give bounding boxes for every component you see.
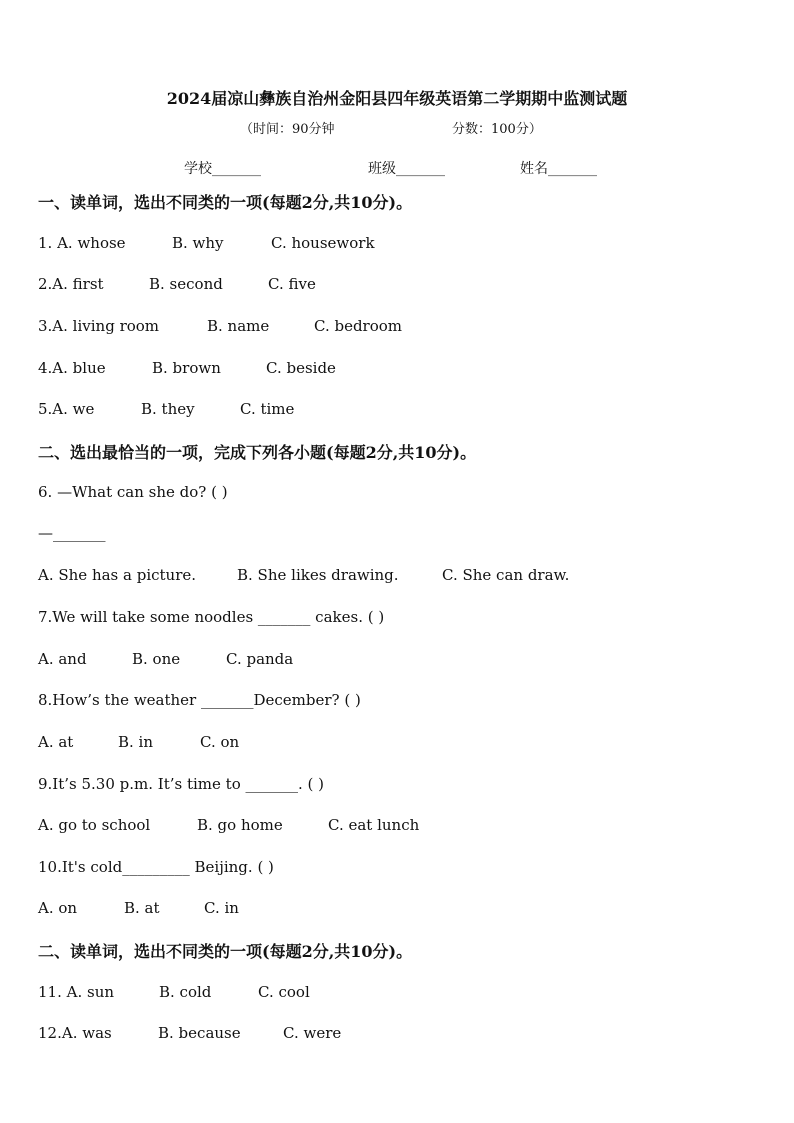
- q11-option-a: 11. A. sun: [38, 983, 115, 1001]
- q5-option-a: 5.A. we: [38, 400, 95, 418]
- q2-option-b: B. second: [149, 275, 223, 293]
- q7-option-a: A. and: [38, 650, 87, 668]
- q1-option-a: 1. A. whose: [38, 234, 126, 252]
- page-title: 2024届凉山彝族自治州金阳县四年级英语第二学期期中监测试题: [166, 89, 628, 108]
- q2-option-c: C. five: [268, 275, 316, 293]
- q6-answer-line: —_______: [38, 524, 106, 542]
- q7-option-c: C. panda: [226, 650, 294, 668]
- q5-option-b: B. they: [141, 400, 195, 418]
- section-heading-2: 二、选出最恰当的一项，完成下列各小题(每题2分,共10分)。: [38, 443, 477, 462]
- q6-option-c: C. She can draw.: [442, 566, 570, 584]
- q4-option-c: C. beside: [266, 359, 336, 377]
- name-field: 姓名_______: [520, 161, 597, 177]
- q6-option-a: A. She has a picture.: [38, 566, 197, 584]
- q8-option-a: A. at: [38, 733, 74, 751]
- q7-stem: 7.We will take some noodles _______ cakes. ( ): [38, 608, 385, 626]
- q12-option-c: C. were: [283, 1024, 342, 1042]
- q1-option-b: B. why: [172, 234, 224, 252]
- q4-option-b: B. brown: [152, 359, 221, 377]
- q11-option-b: B. cold: [159, 983, 212, 1001]
- q8-option-b: B. in: [118, 733, 154, 751]
- q4-option-a: 4.A. blue: [38, 359, 106, 377]
- school-field: 学校_______: [184, 161, 261, 177]
- q11-option-c: C. cool: [258, 983, 310, 1001]
- section-heading-3: 二、读单词，选出不同类的一项(每题2分,共10分)。: [38, 942, 413, 961]
- q8-option-c: C. on: [200, 733, 240, 751]
- q9-option-b: B. go home: [197, 816, 283, 834]
- q12-option-b: B. because: [158, 1024, 241, 1042]
- q10-stem: 10.It's cold_________ Beijing. ( ): [38, 858, 274, 876]
- q9-option-a: A. go to school: [38, 816, 151, 834]
- q6-option-b: B. She likes drawing.: [237, 566, 399, 584]
- q3-option-a: 3.A. living room: [38, 317, 160, 335]
- q2-option-a: 2.A. first: [38, 275, 104, 293]
- q6-stem: 6. —What can she do? ( ): [38, 483, 228, 501]
- q10-option-b: B. at: [124, 899, 160, 917]
- q9-stem: 9.It’s 5.30 p.m. It’s time to _______. ( ): [38, 775, 325, 793]
- exam-time: （时间：90分钟: [240, 122, 335, 137]
- section-heading-1: 一、读单词，选出不同类的一项(每题2分,共10分)。: [38, 193, 413, 212]
- class-field: 班级_______: [368, 161, 445, 177]
- q10-option-a: A. on: [38, 899, 78, 917]
- q1-option-c: C. housework: [271, 234, 375, 252]
- q3-option-b: B. name: [207, 317, 270, 335]
- exam-score: 分数：100分）: [452, 122, 542, 137]
- q7-option-b: B. one: [132, 650, 181, 668]
- q10-option-c: C. in: [204, 899, 239, 917]
- q3-option-c: C. bedroom: [314, 317, 403, 335]
- q9-option-c: C. eat lunch: [328, 816, 420, 834]
- q8-stem: 8.How’s the weather _______December? ( ): [38, 691, 361, 709]
- q12-option-a: 12.A. was: [38, 1024, 112, 1042]
- q5-option-c: C. time: [240, 400, 295, 418]
